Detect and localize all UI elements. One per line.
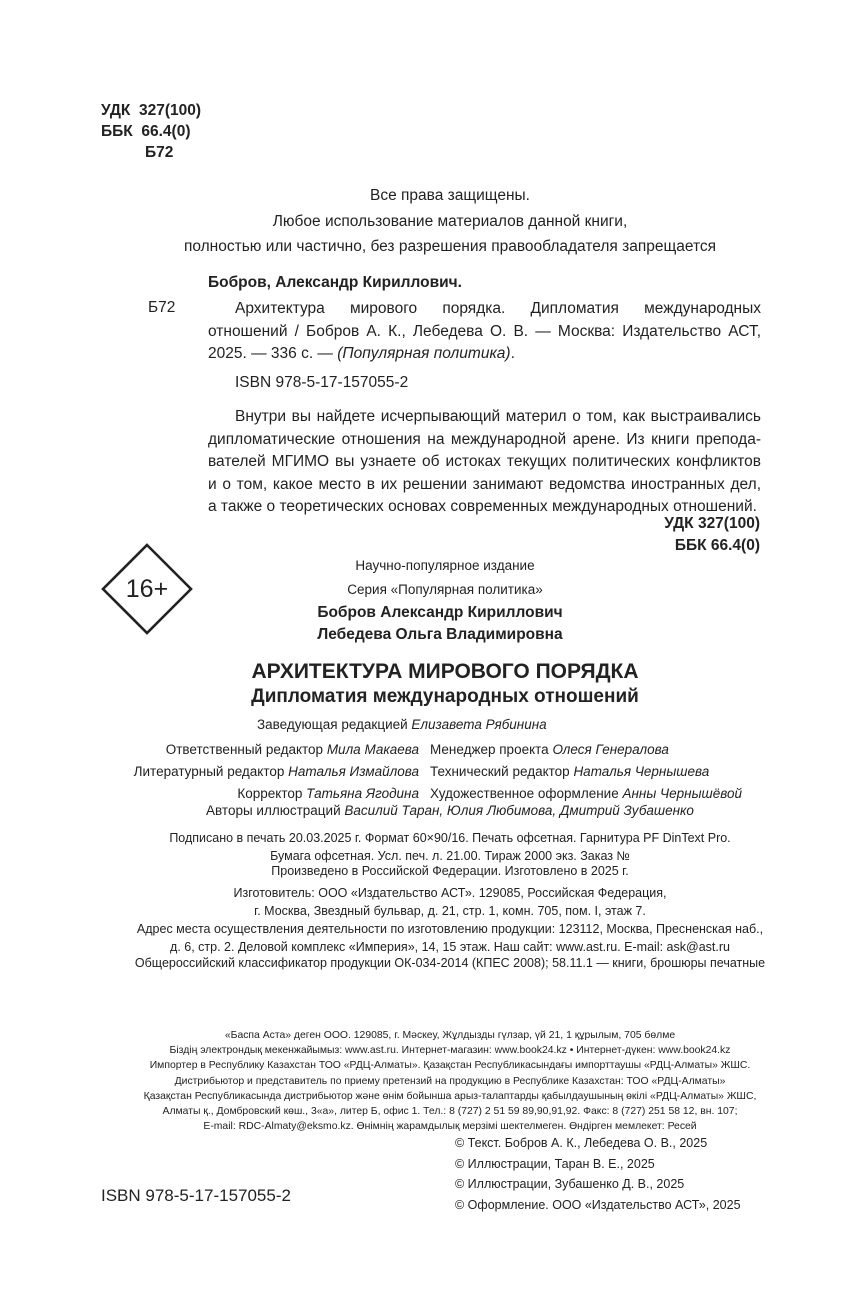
annotation-line: вателей МГИМО вы узнаете об истоках текущих политических конфликтов	[208, 453, 761, 470]
copyright-line: © Иллюстрации, Таран В. Е., 2025	[455, 1156, 655, 1171]
copyrights	[455, 1133, 741, 1215]
description-line: Архитектура мирового порядка. Дипломатия международных	[235, 300, 761, 317]
isbn-bottom: ISBN 978-5-17-157055-2	[101, 1186, 291, 1205]
description-year-pages: 2025. — 336 с. —	[208, 345, 338, 362]
credit-name: Василий Таран, Юлия Любимова, Дмитрий Зубашенко	[344, 803, 694, 818]
credits-head	[257, 717, 547, 732]
credit-role: Литературный редактор	[133, 764, 289, 779]
imprint-line: Подписано в печать 20.03.2025 г. Формат 60×90/16. Печать офсетная. Гарнитура PF DinText Pro.	[169, 831, 731, 845]
imprint-line: г. Москва, Звездный бульвар, д. 21, стр. 1, комн. 705, пом. I, этаж 7.	[254, 904, 646, 918]
catalog-bbk: ББК 66.4(0)	[674, 537, 760, 554]
kz-line: Алматы қ., Домбровский көш., 3«а», литер Б, офис 1. Тел.: 8 (727) 2 51 59 89,90,91,92. Факс: 8 (727) 251 58 12, вн. 107;	[162, 1106, 738, 1118]
bbk-value: 66.4(0)	[141, 123, 191, 140]
author-mark: Б72	[145, 144, 174, 161]
copyright-line: © Текст. Бобров А. К., Лебедева О. В., 2025	[455, 1136, 708, 1150]
credits-right	[430, 739, 742, 805]
imprint-line: д. 6, стр. 2. Деловой комплекс «Империя», 14, 15 этаж. Наш сайт: www.ast.ru. E-mail: ask@ast.ru	[170, 940, 730, 954]
annotation-line: Внутри вы найдете исчерпывающий материл о том, как выстраивались	[235, 408, 761, 425]
catalog-mark: Б72	[148, 299, 176, 316]
udk-label: УДК	[101, 102, 131, 119]
edition-authors	[240, 602, 640, 646]
classification-block	[101, 100, 201, 163]
kz-line: Импортер в Республику Казахстан ТОО «РДЦ-Алматы». Қазақстан Республикасындағы импорттаушы «РДЦ-Алматы» ЖШС.	[149, 1060, 751, 1072]
book-subtitle: Дипломатия международных отношений	[251, 686, 639, 707]
catalog-author-heading: Бобров, Александр Кириллович.	[208, 274, 462, 291]
age-rating-badge	[101, 543, 193, 635]
catalog-isbn: ISBN 978-5-17-157055-2	[235, 374, 409, 391]
catalog-index	[664, 513, 760, 557]
credit-name: Наталья Измайлова	[288, 764, 419, 779]
credit-name: Елизавета Рябинина	[411, 717, 547, 732]
credits-left	[134, 739, 419, 805]
credit-role: Авторы иллюстраций	[206, 803, 345, 818]
copyright-line: © Оформление. ООО «Издательство АСТ», 2025	[455, 1197, 741, 1212]
credit-name: Анны Чернышёвой	[622, 786, 742, 801]
kz-line: Қазақстан Республикасында дистрибьютор және өнім бойынша арыз-талаптарды қабылдаушының өкілі «РДЦ-Алматы» ЖШС,	[143, 1090, 757, 1102]
description-line: отношений / Бобров А. К., Лебедева О. В. — Москва: Издательство АСТ,	[208, 322, 761, 340]
credit-role: Ответственный редактор	[165, 742, 327, 757]
udk-value: 327(100)	[138, 102, 202, 119]
credit-role: Художественное оформление	[430, 786, 623, 801]
annotation-line: а также о теоретических основах современных международных отношений.	[208, 498, 757, 515]
imprint-classifier: Общероссийский классификатор продукции ОК-034-2014 (КПЕС 2008); 58.11.1 — книги, брошюры печатные	[134, 956, 766, 970]
kz-line: E-mail: RDC-Almaty@eksmo.kz. Өнімнің жарамдылық мерзімі шектелмеген. Өндірген мемлекет: Ресей	[203, 1121, 697, 1133]
catalog-description	[208, 298, 761, 366]
credits-illustrators	[100, 803, 800, 818]
edition-info	[300, 554, 590, 602]
credit-name: Олеся Генералова	[552, 742, 669, 757]
imprint-produced: Произведено в Российской Федерации. Изготовлено в 2025 г.	[271, 864, 629, 878]
diamond-frame-icon	[101, 543, 193, 635]
credit-role: Корректор	[237, 786, 307, 801]
annotation	[208, 406, 761, 519]
credit-name: Мила Макаева	[326, 742, 419, 757]
edition-author: Бобров Александр Кириллович	[317, 604, 563, 621]
imprint-line: Бумага офсетная. Усл. печ. л. 21.00. Тираж 2000 экз. Заказ №	[270, 849, 630, 863]
credit-role: Заведующая редакцией	[257, 717, 412, 732]
bbk-label: ББК	[101, 123, 133, 140]
credit-name: Татьяна Ягодина	[306, 786, 419, 801]
copyright-line: © Иллюстрации, Зубашенко Д. В., 2025	[455, 1177, 685, 1191]
rights-line: Все права защищены.	[370, 187, 530, 204]
imprint-address	[60, 920, 840, 956]
imprint-line: Изготовитель: ООО «Издательство АСТ». 129085, Российская Федерация,	[233, 886, 667, 900]
description-end: .	[510, 345, 515, 362]
kazakhstan-info	[60, 1028, 840, 1134]
imprint-manufacturer	[60, 884, 840, 920]
edition-author: Лебедева Ольга Владимировна	[317, 626, 563, 643]
edition-series: Серия «Популярная политика»	[347, 582, 543, 597]
imprint-signed	[60, 829, 840, 865]
edition-type: Научно-популярное издание	[355, 558, 535, 573]
credit-role: Технический редактор	[430, 764, 574, 779]
credit-role: Менеджер проекта	[430, 742, 553, 757]
imprint-line: Адрес места осуществления деятельности по изготовлению продукции: 123112, Москва, Пресненская наб.,	[136, 922, 764, 936]
annotation-line: дипломатические отношения на международной арене. Из книги препода-	[208, 430, 761, 448]
rights-line: полностью или частично, без разрешения правообладателя запрещается	[183, 238, 717, 255]
rights-line: Любое использование материалов данной книги,	[272, 212, 628, 230]
rights-notice	[100, 183, 800, 260]
credit-name: Наталья Чернышева	[573, 764, 710, 779]
kz-line: «Баспа Аста» деген ООО. 129085, г. Мәскеу, Жұлдызды гүлзар, үй 21, 1 құрылым, 705 бөлме	[224, 1030, 676, 1041]
kz-line: Дистрибьютор и представитель по приему претензий на продукцию в Республике Казахстан: ТОО «РДЦ-Алматы»	[174, 1075, 726, 1087]
series-name: (Популярная политика)	[337, 345, 511, 362]
annotation-line: и о том, какое место в их решении занимают ведомства иностранных дел,	[208, 475, 761, 493]
age-rating-text: 16+	[125, 575, 169, 603]
kz-line: Біздің электрондық мекенжайымыз: www.ast.ru. Интернет-магазин: www.book24.kz • Интернет-дүкен: www.book24.kz	[169, 1045, 731, 1057]
book-title: АРХИТЕКТУРА МИРОВОГО ПОРЯДКА	[251, 660, 639, 683]
catalog-udk: УДК 327(100)	[664, 515, 760, 532]
